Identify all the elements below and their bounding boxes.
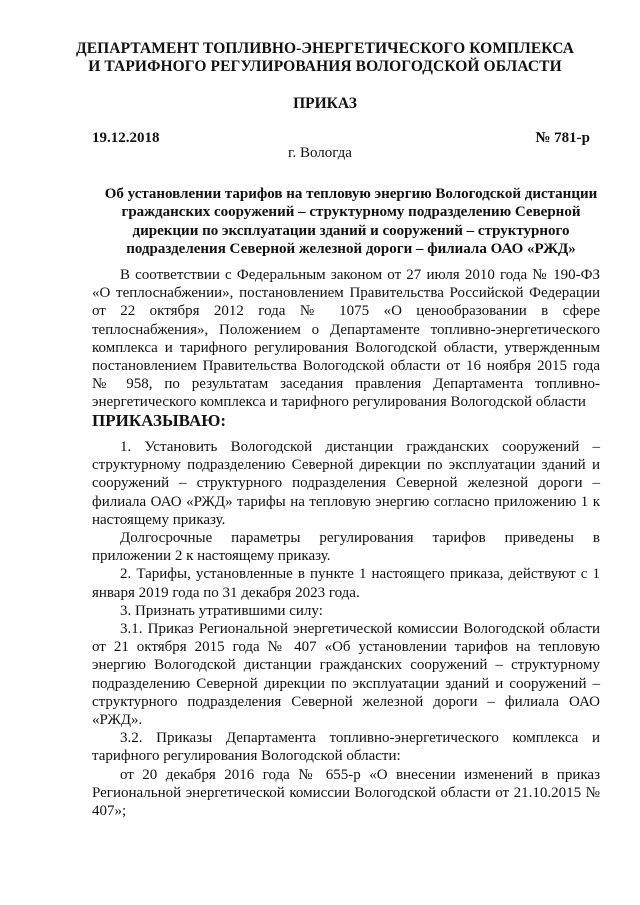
preamble-block: [92, 266, 600, 430]
document-subject: Об установлении тарифов на тепловую энергию Вологодской дистанции гражданских сооружений – структурному подразделению Северной дирекции по эксплуатации зданий и сооружений – структурного подразделения Северной железной дороги – филиала ОАО «РЖД»: [104, 186, 598, 257]
preamble-text: В соответствии с Федеральным законом от 27 июля 2010 года № 190-ФЗ «О теплоснабжении», постановлением Правительства Российской Федерации от 22 октября 2012 года № 1075 «О ценообразовании в сфере теплоснабжения», Положением о Департаменте топливно-энергетического комплекса и тарифного регулирования Вологодской области, утвержденным постановлением Правительства Вологодской области от 16 ноября 2015 года № 958, по результатам заседания правления Департамента топливно-энергетического комплекса и тарифного регулирования Вологодской области: [92, 267, 600, 411]
order-item: 3. Признать утратившими силу:: [120, 602, 323, 619]
order-item: 1. Установить Вологодской дистанции гражданских сооружений – структурному подразделению Северной дирекции по эксплуатации зданий и сооружений – структурного подразделения Северной железной дороги – филиала ОАО «РЖД» тарифы на тепловую энергию согласно приложению 1 к настоящему приказу.: [92, 439, 600, 528]
document-number: № 781-р: [535, 130, 590, 146]
order-item: 3.1. Приказ Региональной энергетической комиссии Вологодской области от 21 октября 2015 года № 407 «Об установлении тарифов на тепловую энергию Вологодской дистанции гражданских сооружений – структурному подразделению Северной дирекции по эксплуатации зданий и сооружений – структурного подразделения Северной железной дороги – филиала ОАО «РЖД».: [92, 621, 600, 729]
order-item: от 20 декабря 2016 года № 655-р «О внесении изменений в приказ Региональной энергетической комиссии Вологодской области от 21.10.2015 № 407»;: [92, 766, 600, 820]
document-type-title: ПРИКАЗ: [293, 95, 357, 112]
order-item: 2. Тарифы, установленные в пункте 1 настоящего приказа, действуют с 1 января 2019 года по 31 декабря 2023 года.: [92, 566, 600, 601]
order-item: Долгосрочные параметры регулирования тарифов приведены в приложении 2 к настоящему приказу.: [92, 530, 600, 565]
document-city: г. Вологда: [288, 145, 352, 161]
order-word: ПРИКАЗЫВАЮ:: [92, 410, 227, 430]
department-header-line-2: И ТАРИФНОГО РЕГУЛИРОВАНИЯ ВОЛОГОДСКОЙ ОБЛАСТИ: [88, 58, 562, 75]
order-item: 3.2. Приказы Департамента топливно-энергетического комплекса и тарифного регулирования Вологодской области:: [92, 730, 600, 765]
order-items: [92, 438, 600, 820]
document-date: 19.12.2018: [92, 130, 160, 146]
department-header-line-1: ДЕПАРТАМЕНТ ТОПЛИВНО-ЭНЕРГЕТИЧЕСКОГО КОМПЛЕКСА: [75, 40, 575, 57]
